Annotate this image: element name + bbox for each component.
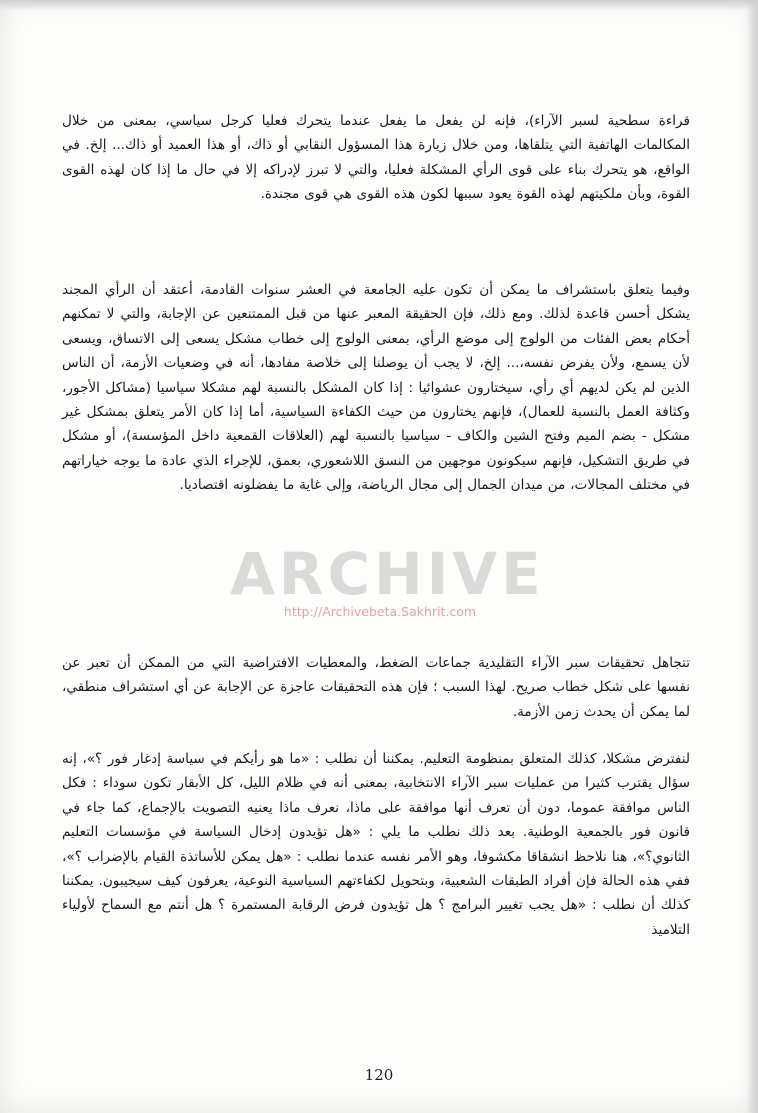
paragraph-2: وفيما يتعلق باستشراف ما يمكن أن تكون عليه الجامعة في العشر سنوات القادمة، أعتقد أن الرأي المجند يشكل أحسن قاعدة لذلك. ومع ذلك، فإن الحقيقة المعبر عنها من قبل الممتنعين عن الإجابة، والتي لا تمكنهم أحكام بعض الفئات من الولوج إلى موضع الرأي، بمعنى الولوج إلى خطاب مشكل يسعى إلى الاتساق، ويسعى لأن يسمع، ولأن يفرض نفسه،... إلخ، لا يجب أن يوصلنا إلى خلاصة مفادها، أنه في وضعيات الأزمة، أن الناس الذين لم يكن لديهم أي رأي، سيختارون عشوائيا : إذا كان المشكل بالنسبة لهم مشكلا سياسيا (مشاكل الأجور، وكثافة العمل بالنسبة للعمال)، فإنهم يختارون من حيث الكفاءة السياسية، أما إذا كان الأمر يتعلق بمشكل غير مشكل - بضم الميم وفتح الشين والكاف - سياسيا بالنسبة لهم (العلاقات القمعية داخل المؤسسة)، أو مشكل في طريق التشكيل، فإنهم سيكونون موجهين من النسق اللاشعوري، بعمق، للإجراء الذي عادة ما يوجه خياراتهم في مختلف المجالات، من ميدان الجمال إلى مجال الرياضة، وإلى غاية ما يفضلونه اقتصاديا. [62, 282, 690, 494]
page-right-shadow [746, 0, 758, 1113]
paragraph-4: لنفترض مشكلا، كذلك المتعلق بمنظومة التعليم. يمكننا أن نطلب : «ما هو رأيكم في سياسة إدغار فور ؟»، إنه سؤال يقترب كثيرا من عمليات سبر الآراء الانتخابية، بمعنى أنه في ظلام الليل، كل الأبقار تكون سوداء : فكل الناس موافقة عموما، دون أن تعرف أنها موافقة على ماذا، نعرف ماذا يعنيه التصويت بالإجماع، كما جاء في قانون فور بالجمعية الوطنية. بعد ذلك نطلب ما يلي : «هل تؤيدون إدخال السياسة في مؤسسات التعليم الثانوي؟»، هنا نلاحظ انشقاقا مكشوفا، وهو الأمر نفسه عندما نطلب : «هل يمكن للأساتذة القيام بالإضراب ؟»، ففي هذه الحالة فإن أفراد الطبقات الشعبية، وبتحويل لكفاءتهم السياسية النوعية، يعرفون كيف سيجيبون. يمكننا كذلك أن نطلب : «هل يجب تغيير البرامج ؟ هل تؤيدون فرض الرقابة المستمرة ؟ هل أنتم مع السماح لأولياء التلاميذ [62, 751, 690, 938]
archive-watermark [230, 540, 545, 630]
page-top-shadow [0, 0, 758, 10]
watermark-url: http://Archivebeta.Sakhrit.com [283, 604, 477, 619]
paragraph-1: قراءة سطحية لسبر الآراء)، فإنه لن يفعل ما يفعل عندما يتحرك فعليا كرجل سياسي، بمعنى من خلال المكالمات الهاتفية التي يتلقاها، ومن خلال زيارة هذا المسؤول النقابي أو ذاك، أو هذا العميد أو ذاك... إلخ. في الواقع، هو يتحرك بناء على قوى الرأي المشكلة فعليا، والتي لا تبرز لإدراكه إلا في حال ما إذا كان لهذه القوى القوة، وبأن ملكيتهم لهذه القوة يعود سببها لكون هذه القوى هي قوى مجندة. [62, 113, 690, 203]
page-number: 120 [364, 1066, 394, 1084]
paragraph-3: تتجاهل تحقيقات سبر الآراء التقليدية جماعات الضغط، والمعطيات الافتراضية التي من الممكن أن تعبر عن نفسها على شكل خطاب صريح. لهذا السبب ؛ فإن هذه التحقيقات عاجزة عن الإجابة عن أي استشراف منطقي، لما يمكن أن يحدث زمن الأزمة. [62, 655, 690, 720]
watermark-text: ARCHIVE [230, 540, 545, 608]
